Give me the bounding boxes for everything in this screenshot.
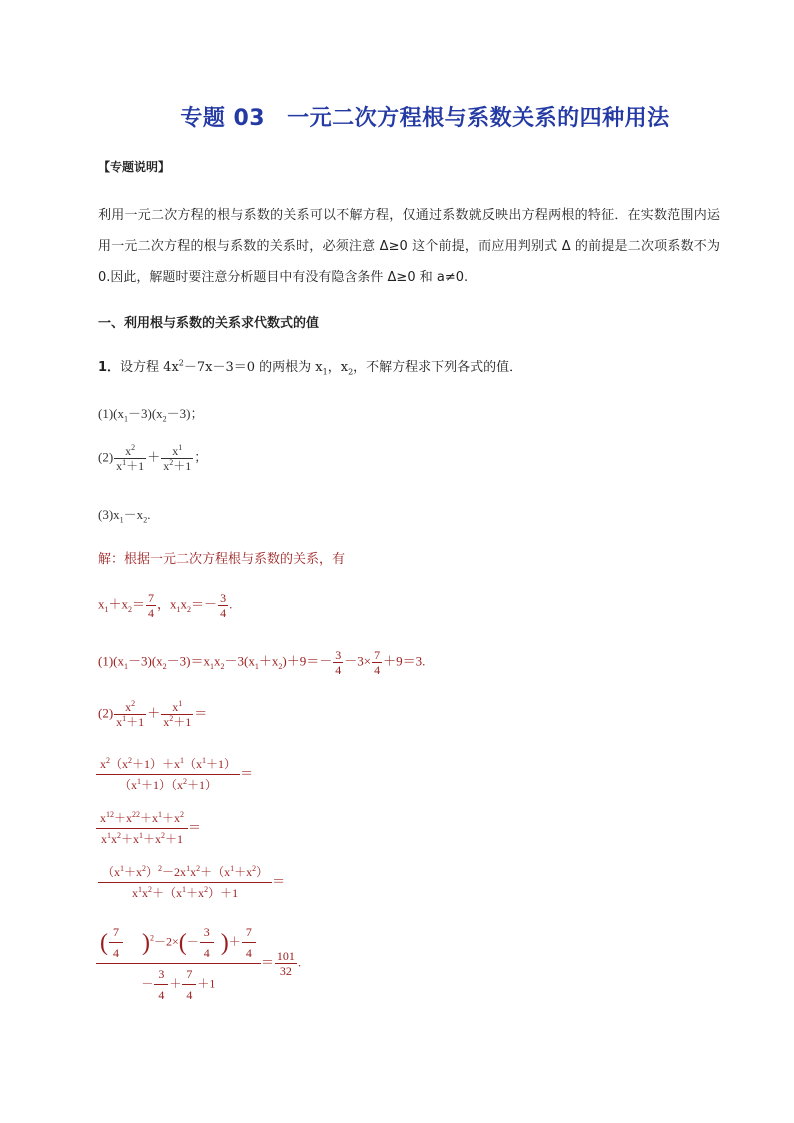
solution-2-step-1: (2) $\frac{x^2}{x^1+1}$ ＋ $\frac{x^1}{x^2+1}$ ＝	[98, 699, 208, 729]
question-3: $(3)x_1-x_2$.	[98, 507, 151, 525]
result-denominator: 32	[275, 963, 297, 978]
section-heading-1: 一、利用根与系数的关系求代数式的值	[98, 316, 320, 331]
result-numerator: 101	[276, 949, 295, 963]
section-tag: 【专题说明】	[98, 160, 171, 174]
question-2: (2) $\frac{x^2}{x^1+1}$ ＋ $\frac{x^1}{x^2+1}$ ；	[98, 443, 208, 473]
page-title	[0, 101, 794, 132]
vieta-relations: $x_1+x_2=$ $\frac{7}{4}$ ，$x_1x_2=-$ $\frac{3}{4}$ .	[98, 591, 233, 620]
title-main: 一元二次方程根与系数关系的四种用法	[287, 106, 670, 131]
intro-paragraph: 利用一元二次方程的根与系数的关系可以不解方程，仅通过系数就反映出方程两根的特征．在实数范围内运用一元二次方程的根与系数的关系时，必须注意 Δ≥0 这个前提，而应用判别式 Δ 的前提是二次项系数不为 0.因此，解题时要注意分析题目中有没有隐含条件 Δ≥0 和 a≠0.	[98, 208, 720, 285]
solution-intro: 解：根据一元二次方程根与系数的关系，有	[98, 552, 346, 567]
solution-2-step-4: $\frac{(x^1+x^2)^2-2x^1x^2+(x^1+x^2)}{x^1x^2+(x^1+x^2)+1}$ ＝	[98, 864, 285, 901]
solution-1: $(1)(x_1-3)(x_2-3)=x_1x_2-3(x_1+x_2)+9=-$ $\frac{3}{4}$ －3× $\frac{7}{4}$ ＋9＝3.	[98, 648, 426, 677]
solution-2-step-5: ( $\frac{7}{4}$ )$^2$－2×(－ $\frac{3}{4}$ )＋ $\frac{7}{4}$ － $\frac{3}{4}$ ＋ $\frac{7}{4}$ ＋1 ＝ $\frac{101}{32}$ .	[96, 924, 301, 1003]
solution-2-step-3: $\frac{x^{12}+x^{22}+x^1+x^2}{x^1x^2+x^1+x^2+1}$ ＝	[96, 810, 201, 847]
solution-2-step-2: $\frac{x^2(x^2+1)+x^1(x^1+1)}{(x^1+1)(x^2+1)}$ ＝	[96, 756, 253, 793]
question-1: $(1)(x_1-3)(x_2-3)$；	[98, 406, 204, 424]
title-prefix: 专题 03	[180, 106, 266, 131]
problem-1-statement: 1．设方程 $4x^2-7x-3=0$ 的两根为 $x_1$，$x_2$，不解方程求下列各式的值．	[98, 358, 523, 377]
